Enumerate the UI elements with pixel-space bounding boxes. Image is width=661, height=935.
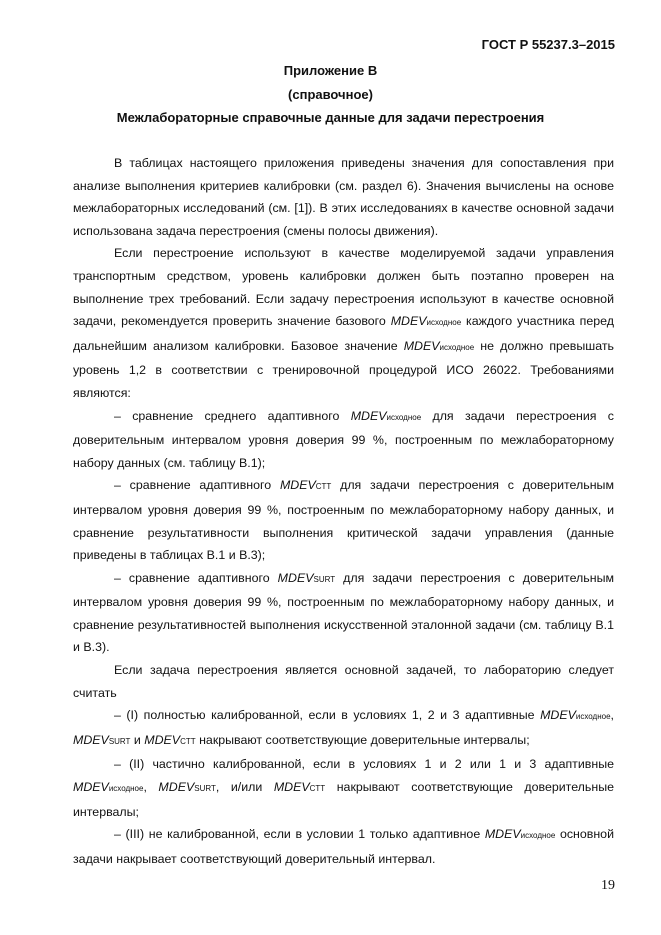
standard-number: ГОСТ Р 55237.3–2015 (481, 37, 615, 52)
body-text (73, 152, 614, 870)
appendix-heading: Межлабораторные справочные данные для задачи перестроения (116, 110, 545, 125)
list-item-requirement-1: – сравнение среднего адаптивного MDEVисходное для задачи перестроения с доверительным интервалом уровня доверия 99 %, построенным по межлабораторному набору данных (см. таблицу В.1); (73, 408, 614, 470)
list-item-partially-calibrated: – (II) частично калиброванной, если в условиях 1 и 2 или 1 и 3 адаптивные MDEVисходное, MDEVSURT, и/или MDEVCTT накрывают соответствующие доверительные интервалы; (73, 757, 614, 819)
appendix-title: Приложение В (283, 63, 378, 78)
page-number: 19 (601, 878, 615, 893)
list-item-calibrated: – (I) полностью калиброванной, если в условиях 1, 2 и 3 адаптивные MDEVисходное, MDEVSURT и MDEVCTT накрывают соответствующие доверительные интервалы; (73, 708, 614, 747)
list-item-requirement-3: – сравнение адаптивного MDEVSURT для задачи перестроения с доверительным интервалом уровня доверия 99 %, построенным по межлабораторному набору данных, и сравнение результативностей выполнения искусственной эталонной задачи (см. таблицу В.1 и В.3). (73, 570, 614, 655)
appendix-subtitle: (справочное) (288, 87, 373, 102)
paragraph-requirements: Если перестроение используют в качестве моделируемой задачи управления транспортным средством, уровень калибровки должен быть поэтапно проверен на выполнение трех требований. Если задачу перестроения используют в качестве основной задачи, рекомендуется проверить значение базового MDEVисходное каждого участника перед дальнейшим анализом калибровки. Базовое значение MDEVисходное не должно превышать уровень 1,2 в соответствии с тренировочной процедурой ИСО 26022. Требованиями являются: (73, 246, 614, 400)
paragraph-intro: В таблицах настоящего приложения приведены значения для сопоставления при анализе выполнения критериев калибровки (см. раздел 6). Значения вычислены на основе межлабораторных исследований (см. [1]). В этих исследованиях в качестве основной задачи использована задача перестроения (смены полосы движения). (73, 156, 614, 238)
list-item-not-calibrated: – (III) не калиброванной, если в условии 1 только адаптивное MDEVисходное основной задачи накрывает соответствующий доверительный интервал. (73, 827, 614, 866)
list-item-requirement-2: – сравнение адаптивного MDEVCTT для задачи перестроения с доверительным интервалом уровня доверия 99 %, построенным по межлабораторному набору данных, и сравнение результативности выполнения критической задачи управления (данные приведены в таблицах В.1 и В.3); (73, 478, 614, 563)
paragraph-lab-status: Если задача перестроения является основной задачей, то лабораторию следует считать (73, 663, 614, 700)
